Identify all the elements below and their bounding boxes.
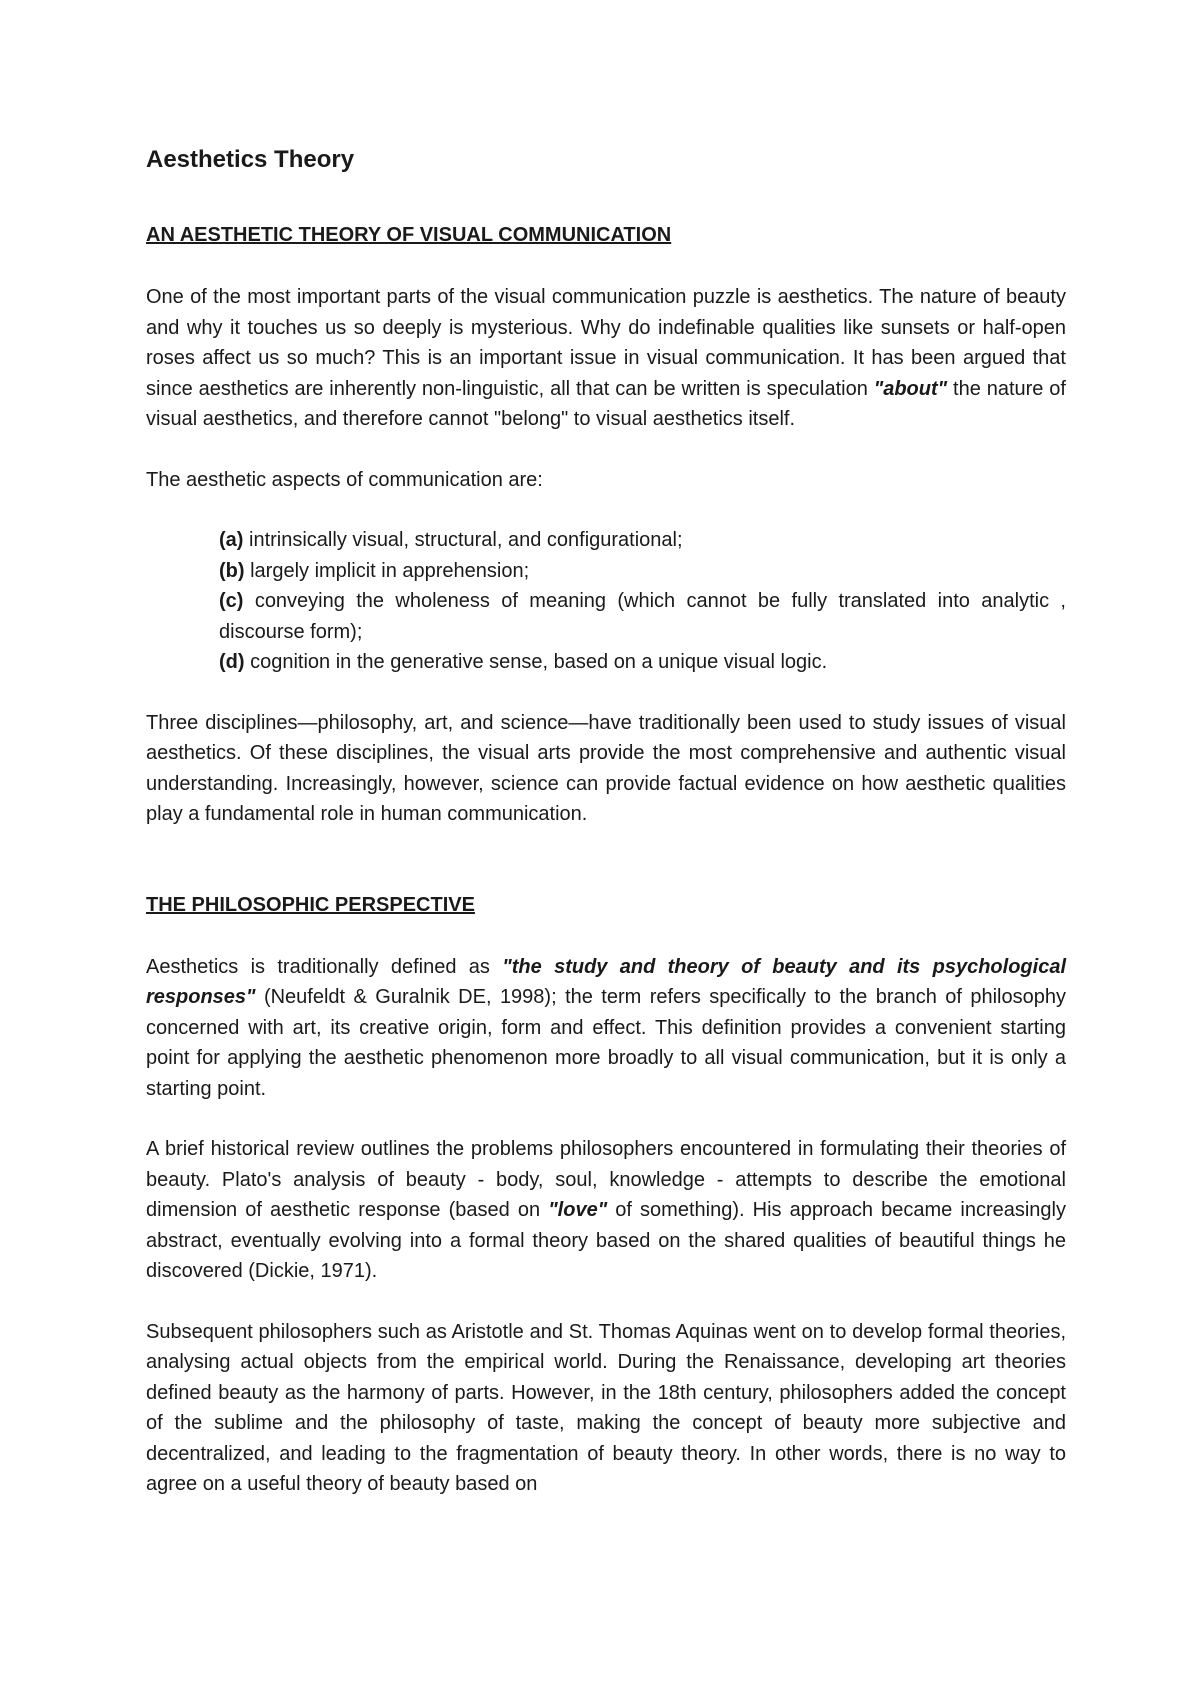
section-heading-philosophic: THE PHILOSOPHIC PERSPECTIVE: [146, 893, 475, 916]
document-page: [146, 140, 1066, 1530]
paragraph-text: A brief historical review outlines the problems philosophers encountered in formulating their theories of beauty. Plato's analysis of beauty - body, soul, knowledge - attempts to describe the emotional dimension of aesthetic response (based on: [146, 1138, 1066, 1221]
document-title: Aesthetics Theory: [146, 146, 355, 173]
paragraph-historical-review: [146, 1134, 1066, 1287]
emphasis-text: "the study and theory of beauty and its psychological responses": [146, 955, 1066, 1008]
emphasis-text: "love": [548, 1199, 608, 1221]
paragraph-text: One of the most important parts of the visual communication puzzle is aesthetics. The nature of beauty and why it touches us so deeply is mysterious. Why do indefinable qualities like sunsets or half-open roses affect us so much? This is an important issue in visual communication. It has been argued that since aesthetics are inherently non-linguistic, all that can be written is speculation: [146, 286, 1066, 400]
list-item-text: largely implicit in apprehension;: [244, 559, 530, 582]
section-heading-visual-communication: AN AESTHETIC THEORY OF VISUAL COMMUNICATION: [146, 224, 672, 246]
paragraph-text: of something). His approach became increasingly abstract, eventually evolving into a formal theory based on the shared qualities of beautiful things he discovered (Dickie, 1971).: [146, 1199, 1067, 1282]
list-item-text: conveying the wholeness of meaning (which cannot be fully translated into analytic , discourse form);: [219, 590, 1066, 643]
list-item: [219, 525, 1066, 556]
emphasis-text: "about": [873, 377, 948, 400]
paragraph-intro: [146, 282, 1066, 435]
list-item: [219, 586, 1066, 647]
list-item-label: (b): [219, 559, 245, 582]
list-item-label: (a): [219, 529, 244, 551]
paragraph-text: Aesthetics is traditionally defined as: [146, 955, 503, 978]
list-item-text: cognition in the generative sense, based on a unique visual logic.: [244, 651, 828, 673]
list-item: [219, 556, 1066, 587]
list-item-text: intrinsically visual, structural, and configurational;: [243, 529, 683, 551]
paragraph-aspects-intro: The aesthetic aspects of communication are:: [146, 468, 543, 491]
paragraph-text: the nature of visual aesthetics, and therefore cannot "belong" to visual aesthetics itself.: [146, 377, 1066, 430]
paragraph-definition: [146, 952, 1066, 1105]
list-item-label: (c): [219, 590, 244, 612]
paragraph-disciplines: Three disciplines—philosophy, art, and science—have traditionally been used to study issues of visual aesthetics. Of these disciplines, the visual arts provide the most comprehensive and authentic visual understanding. Increasingly, however, science can provide factual evidence on how aesthetic qualities play a fundamental role in human communication.: [146, 711, 1066, 825]
list-item: [219, 647, 1066, 678]
paragraph-subsequent-philosophers: Subsequent philosophers such as Aristotle and St. Thomas Aquinas went on to develop formal theories, analysing actual objects from the empirical world. During the Renaissance, developing art theories defined beauty as the harmony of parts. However, in the 18th century, philosophers added the concept of the sublime and the philosophy of taste, making the concept of beauty more subjective and decentralized, and leading to the fragmentation of beauty theory. In other words, there is no way to agree on a useful theory of beauty based on: [146, 1320, 1066, 1495]
section-spacer: [146, 860, 1066, 890]
aspects-list: [219, 525, 1066, 678]
list-item-label: (d): [219, 651, 245, 673]
paragraph-text: (Neufeldt & Guralnik DE, 1998); the term refers specifically to the branch of philosophy concerned with art, its creative origin, form and effect. This definition provides a convenient starting point for applying the aesthetic phenomenon more broadly to all visual communication, but it is only a starting point.: [146, 986, 1066, 1100]
